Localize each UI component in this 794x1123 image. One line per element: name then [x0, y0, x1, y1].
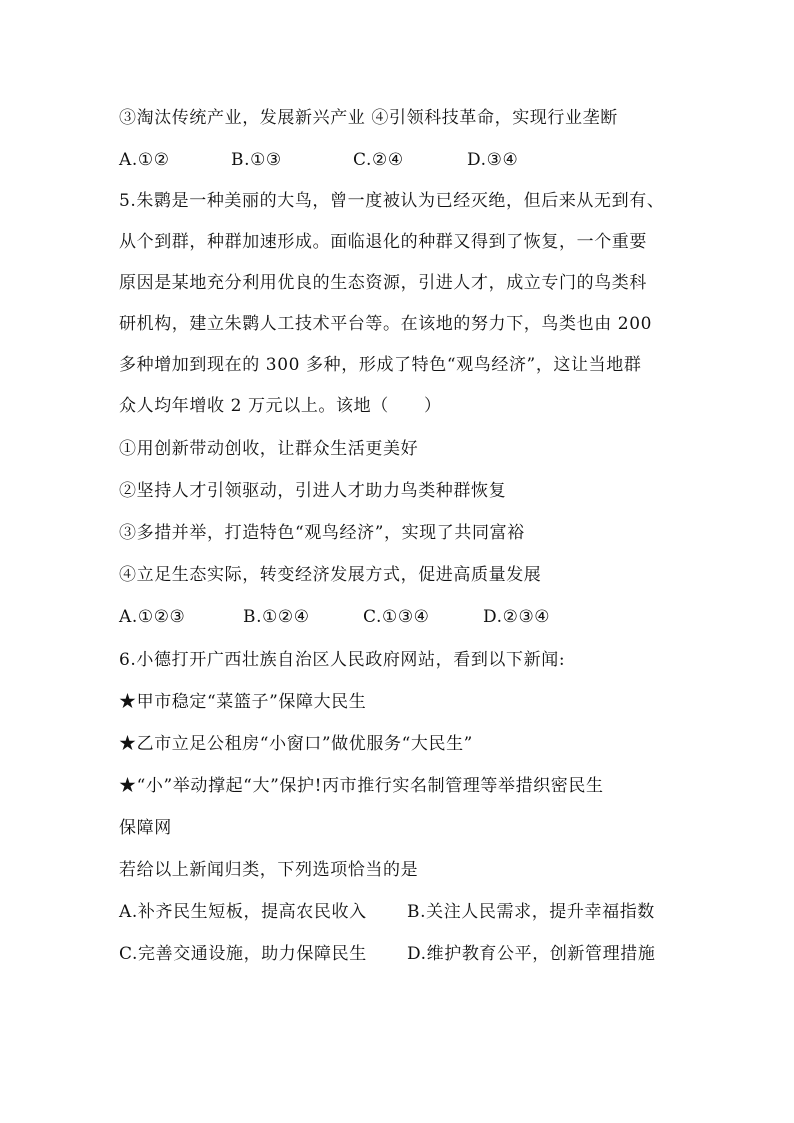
q6-option-b: B.关注人民需求，提升幸福指数 — [407, 902, 655, 922]
q4-choices-3-4: ③淘汰传统产业，发展新兴产业 ④引领科技革命，实现行业垄断 — [119, 108, 618, 128]
q6-news-3-line-1: ★“小”举动撑起“大”保护!丙市推行实名制管理等举措织密民生 — [119, 776, 604, 796]
q6-prompt: 若给以上新闻归类，下列选项恰当的是 — [119, 860, 419, 880]
q5-choice-4: ④立足生态实际，转变经济发展方式，促进高质量发展 — [119, 565, 542, 585]
q5-choice-1: ①用创新带动创收，让群众生活更美好 — [119, 439, 419, 459]
q5-choice-3: ③多措并举，打造特色“观鸟经济”，实现了共同富裕 — [119, 523, 525, 543]
q6-option-d: D.维护教育公平，创新管理措施 — [407, 944, 656, 964]
q5-stem-line-1: 5.朱鹮是一种美丽的大鸟，曾一度被认为已经灭绝，但后来从无到有、 — [119, 191, 665, 211]
q6-stem: 6.小德打开广西壮族自治区人民政府网站，看到以下新闻: — [119, 650, 566, 670]
q6-option-c: C.完善交通设施，助力保障民生 — [119, 944, 367, 964]
q5-stem-line-3: 原因是某地充分利用优良的生态资源，引进人才，成立专门的鸟类科 — [119, 273, 647, 293]
q5-option-b: B.①②④ — [243, 607, 310, 627]
q4-option-a: A.①② — [119, 150, 170, 170]
q6-news-1: ★甲市稳定“菜篮子”保障大民生 — [119, 692, 367, 712]
q5-stem-line-6: 众人均年增收 2 万元以上。该地（ ） — [119, 396, 442, 416]
q5-option-d: D.②③④ — [483, 607, 551, 627]
q6-option-a: A.补齐民生短板，提高农民收入 — [119, 902, 367, 922]
q5-option-c: C.①③④ — [363, 607, 430, 627]
q5-option-a: A.①②③ — [119, 607, 186, 627]
q4-option-b: B.①③ — [231, 150, 282, 170]
q4-option-d: D.③④ — [467, 150, 519, 170]
q5-choice-2: ②坚持人才引领驱动，引进人才助力鸟类种群恢复 — [119, 481, 507, 501]
q5-stem-line-2: 从个到群，种群加速形成。面临退化的种群又得到了恢复，一个重要 — [119, 232, 647, 252]
q6-news-3-line-2: 保障网 — [119, 818, 172, 838]
q5-stem-line-5: 多种增加到现在的 300 多种，形成了特色“观鸟经济”，这让当地群 — [119, 355, 642, 375]
q4-option-c: C.②④ — [353, 150, 404, 170]
q6-news-2: ★乙市立足公租房“小窗口”做优服务“大民生” — [119, 734, 473, 754]
q5-stem-line-4: 研机构，建立朱鹮人工技术平台等。在该地的努力下，鸟类也由 200 — [119, 314, 653, 334]
